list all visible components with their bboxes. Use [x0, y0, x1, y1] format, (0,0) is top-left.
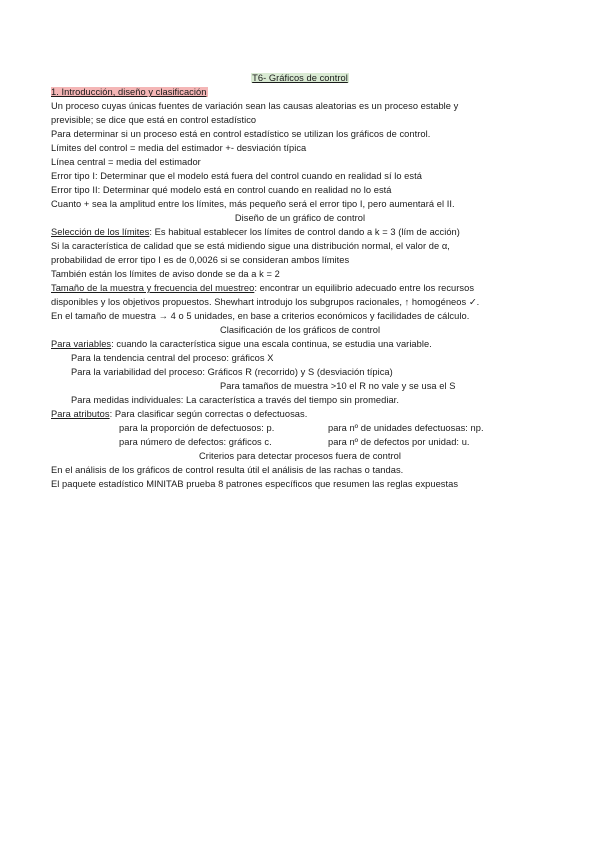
- attributes-left: para número de defectos: gráficos c.: [119, 437, 272, 447]
- variables-paragraph: [51, 338, 432, 350]
- variables-note: Para tamaños de muestra >10 el R no vale y se usa el S: [220, 381, 456, 391]
- intro-line: Un proceso cuyas únicas fuentes de variación sean las causas aleatorias es un proceso estable y: [51, 101, 459, 111]
- limits-label: Selección de los límites: [51, 227, 150, 237]
- intro-line: Línea central = media del estimador: [51, 157, 201, 167]
- intro-line: previsible; se dice que está en control estadístico: [51, 115, 257, 125]
- attributes-left: para la proporción de defectuosos: p.: [119, 423, 275, 433]
- attributes-text: : Para clasificar según correctas o defectuosas.: [109, 409, 308, 419]
- classification-heading: Clasificación de los gráficos de control: [219, 325, 381, 335]
- criteria-line: En el análisis de los gráficos de control resulta útil el análisis de las rachas o tandas.: [51, 465, 404, 475]
- attributes-right: para nº de unidades defectuosas: np.: [328, 423, 484, 433]
- sample-paragraph: [51, 282, 474, 294]
- sample-label: Tamaño de la muestra y frecuencia del muestreo: [51, 283, 255, 293]
- variables-label: Para variables: [51, 339, 112, 349]
- sample-text: : encontrar un equilibrio adecuado entre los recursos: [254, 283, 475, 293]
- attributes-row: [119, 422, 539, 434]
- limits-line: probabilidad de error tipo I es de 0,0026 si se consideran ambos límites: [51, 255, 350, 265]
- attributes-label: Para atributos: [51, 409, 110, 419]
- limits-paragraph: [51, 226, 460, 238]
- document-title-line: [0, 72, 600, 84]
- limits-text: : Es habitual establecer los límites de control dando a k = 3 (lím de acción): [149, 227, 460, 237]
- variables-item: Para la variabilidad del proceso: Gráficos R (recorrido) y S (desviación típica): [71, 367, 393, 377]
- limits-line: Si la característica de calidad que se está midiendo sigue una distribución normal, el valor de α,: [51, 241, 450, 251]
- attributes-paragraph: [51, 408, 307, 420]
- criteria-line: El paquete estadístico MINITAB prueba 8 patrones específicos que resumen las reglas expuestas: [51, 479, 459, 489]
- attributes-row: [119, 436, 539, 448]
- intro-line: Error tipo I: Determinar que el modelo está fuera del control cuando en realidad sí lo está: [51, 171, 422, 181]
- criteria-heading: Criterios para detectar procesos fuera de control: [199, 451, 401, 461]
- limits-line: También están los límites de aviso donde se da a k = 2: [51, 269, 280, 279]
- design-heading: Diseño de un gráfico de control: [234, 213, 366, 223]
- section-heading-line: [51, 86, 208, 98]
- document-title: T6- Gráficos de control: [252, 73, 348, 83]
- variables-individual: Para medidas individuales: La característica a través del tiempo sin promediar.: [71, 395, 399, 405]
- intro-line: Error tipo II: Determinar qué modelo está en control cuando en realidad no lo está: [51, 185, 392, 195]
- attributes-right: para nº de defectos por unidad: u.: [328, 437, 470, 447]
- intro-line: Para determinar si un proceso está en control estadístico se utilizan los gráficos de control.: [51, 129, 431, 139]
- sample-line: disponibles y los objetivos propuestos. Shewhart introdujo los subgrupos racionales, ↑ homogéneos ✓.: [51, 297, 480, 307]
- variables-text: : cuando la característica sigue una escala continua, se estudia una variable.: [111, 339, 432, 349]
- variables-item: Para la tendencia central del proceso: gráficos X: [71, 353, 274, 363]
- sample-line: En el tamaño de muestra → 4 o 5 unidades, en base a criterios económicos y facilidades de cálculo.: [51, 311, 470, 321]
- intro-line: Límites del control = media del estimador +- desviación típica: [51, 143, 307, 153]
- intro-line: Cuanto + sea la amplitud entre los límites, más pequeño será el error tipo I, pero aumentará el II.: [51, 199, 455, 209]
- section-heading-intro: 1. Introducción, diseño y clasificación: [51, 87, 207, 97]
